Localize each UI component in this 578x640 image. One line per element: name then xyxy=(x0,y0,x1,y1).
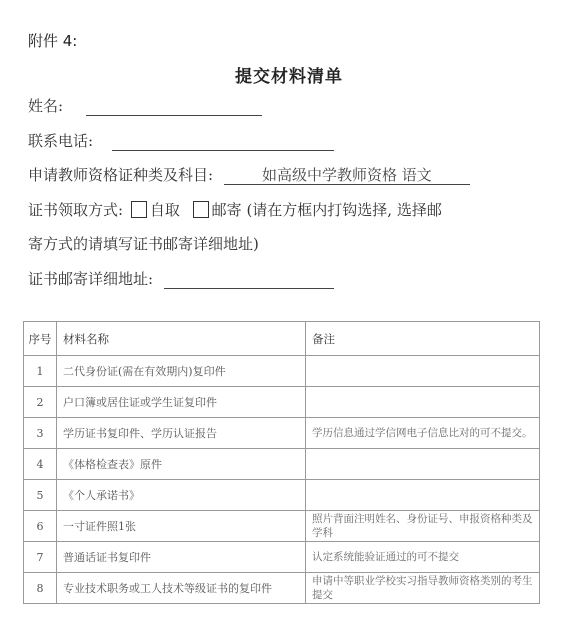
row-note: 认定系统能验证通过的可不提交 xyxy=(306,542,540,573)
row-note: 学历信息通过学信网电子信息比对的可不提交。 xyxy=(306,418,540,449)
row-material-name: 《个人承诺书》 xyxy=(57,480,306,511)
row-material-name: 一寸证件照1张 xyxy=(57,511,306,542)
row-no: 2 xyxy=(24,387,57,418)
address-label: 证书邮寄详细地址: xyxy=(28,270,154,288)
row-no: 7 xyxy=(24,542,57,573)
row-material-name: 普通话证书复印件 xyxy=(57,542,306,573)
row-material-name: 学历证书复印件、学历认证报告 xyxy=(57,418,306,449)
table-header-row xyxy=(24,322,540,356)
table-row xyxy=(24,418,540,449)
pickup-note-2: 寄方式的请填写证书邮寄详细地址) xyxy=(28,235,259,253)
materials-table xyxy=(23,321,540,604)
row-no: 8 xyxy=(24,573,57,604)
table-row xyxy=(24,387,540,418)
page-title: 提交材料清单 xyxy=(235,67,343,87)
mail-checkbox[interactable] xyxy=(193,201,209,218)
row-no: 5 xyxy=(24,480,57,511)
phone-label: 联系电话: xyxy=(28,132,94,150)
pickup-label: 证书领取方式: xyxy=(28,201,124,219)
row-note xyxy=(306,480,540,511)
row-note xyxy=(306,356,540,387)
pickup-row xyxy=(28,199,442,220)
row-material-name: 户口簿或居住证或学生证复印件 xyxy=(57,387,306,418)
row-no: 3 xyxy=(24,418,57,449)
table-row xyxy=(24,480,540,511)
pickup-note-row xyxy=(28,233,259,254)
row-note: 申请中等职业学校实习指导教师资格类别的考生提交 xyxy=(306,573,540,604)
row-note: 照片背面注明姓名、身份证号、申报资格种类及学科 xyxy=(306,511,540,542)
row-note xyxy=(306,449,540,480)
cert-field-row xyxy=(28,164,470,185)
name-field[interactable] xyxy=(86,97,262,116)
name-field-row xyxy=(28,95,262,116)
row-material-name: 《体格检查表》原件 xyxy=(57,449,306,480)
row-no: 1 xyxy=(24,356,57,387)
row-no: 6 xyxy=(24,511,57,542)
address-field-row xyxy=(28,268,334,289)
phone-field-row xyxy=(28,130,334,151)
header-no: 序号 xyxy=(24,322,57,356)
self-pickup-label: 自取 xyxy=(149,201,180,219)
row-material-name: 二代身份证(需在有效期内)复印件 xyxy=(57,356,306,387)
header-note: 备注 xyxy=(306,322,540,356)
address-field[interactable] xyxy=(164,270,334,289)
mail-label: 邮寄 xyxy=(211,201,242,219)
table-row xyxy=(24,356,540,387)
table-row xyxy=(24,449,540,480)
attachment-label: 附件 4: xyxy=(28,32,78,50)
header-name: 材料名称 xyxy=(57,322,306,356)
table-row xyxy=(24,542,540,573)
cert-label: 申请教师资格证种类及科目: xyxy=(28,166,214,184)
pickup-note-1: (请在方框内打钩选择, 选择邮 xyxy=(246,201,442,219)
row-no: 4 xyxy=(24,449,57,480)
table-row xyxy=(24,573,540,604)
name-label: 姓名: xyxy=(28,97,64,115)
row-material-name: 专业技术职务或工人技术等级证书的复印件 xyxy=(57,573,306,604)
table-row xyxy=(24,511,540,542)
cert-field[interactable]: 如高级中学教师资格 语文 xyxy=(224,166,470,185)
self-pickup-checkbox[interactable] xyxy=(131,201,147,218)
row-note xyxy=(306,387,540,418)
phone-field[interactable] xyxy=(112,132,334,151)
